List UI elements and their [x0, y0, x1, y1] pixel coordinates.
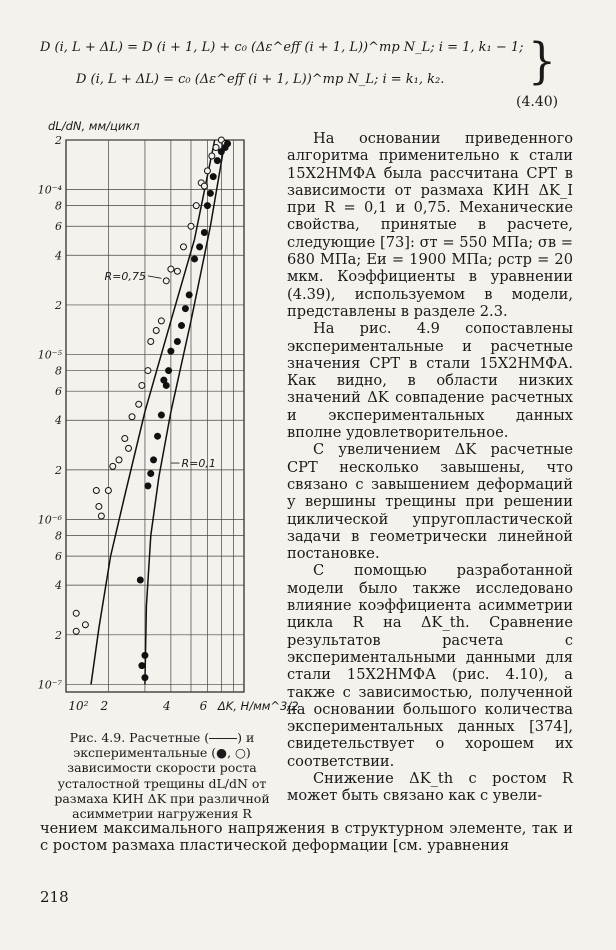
bottom-text	[40, 820, 573, 855]
x-tick-label: 6	[199, 699, 208, 713]
data-point-filled	[201, 229, 207, 235]
y-tick-label: 2	[55, 298, 62, 312]
data-point-open	[93, 487, 99, 493]
annotation-r075: R=0,75	[104, 269, 146, 283]
data-point-filled	[163, 382, 169, 388]
equation-number: (4.40)	[516, 94, 559, 110]
data-point-open	[213, 145, 219, 151]
data-point-filled	[197, 244, 203, 250]
data-point-open	[188, 223, 194, 229]
data-point-open	[180, 244, 186, 250]
annotation-r01: R=0,1	[181, 457, 216, 471]
data-point-filled	[214, 158, 220, 164]
paragraph-5: Снижение ΔK_th с ростом R может быть связано как с увели-	[287, 769, 573, 805]
figure-caption	[42, 730, 282, 821]
y-tick-label: 2	[55, 134, 62, 147]
y-tick-label: 2	[55, 463, 62, 477]
x-tick-label: 2	[100, 699, 109, 713]
data-point-filled	[204, 203, 210, 209]
y-tick-label: 10⁻⁵	[37, 348, 62, 362]
data-point-open	[73, 628, 79, 634]
y-tick-label: 2	[55, 628, 62, 642]
y-tick-label: 4	[55, 249, 62, 263]
x-tick-label: 10²	[68, 699, 89, 713]
page-number: 218	[40, 888, 69, 906]
y-tick-label: 6	[55, 385, 62, 399]
data-point-open	[139, 382, 145, 388]
annotation-leader	[148, 276, 161, 278]
data-point-open	[204, 168, 210, 174]
data-point-open	[96, 503, 102, 509]
data-point-open	[153, 327, 159, 333]
data-point-filled	[210, 174, 216, 180]
caption-part-1: Рис. 4.9. Расчетные (	[69, 730, 210, 745]
y-tick-label: 10⁻⁶	[37, 513, 62, 527]
data-point-filled	[178, 323, 184, 329]
y-tick-label: 4	[55, 414, 62, 428]
y-tick-label: 6	[55, 550, 62, 564]
data-point-filled	[225, 141, 231, 147]
data-point-open	[129, 414, 135, 420]
data-point-filled	[186, 292, 192, 298]
paragraph-1: На основании приведенного алгоритма применительно к стали 15Х2НМФА была рассчитана СРТ в зависимости от размаха КИН ΔK_I при R = 0,1 и 0,75. Механические свойства, принятые в расчете, следующие [73]: σт = 550 МПа; σв = 680 МПа; Eи = 1900 МПа; ρстр = 20 мкм. Коэффициенты в уравнении (4.39), используемом в модели, представлены в разделе 2.3.	[287, 130, 573, 320]
data-point-open	[163, 278, 169, 284]
body-text	[287, 130, 573, 805]
data-point-filled	[151, 457, 157, 463]
data-point-filled	[158, 412, 164, 418]
calculated-line-legend	[209, 738, 237, 739]
data-point-open	[168, 266, 174, 272]
data-point-filled	[166, 368, 172, 374]
data-point-open	[209, 153, 215, 159]
data-point-open	[73, 610, 79, 616]
y-axis-title: dL/dN, мм/цикл	[48, 119, 140, 133]
equation-line-2: D (i, L + ΔL) = c₀ (Δε^eff (i + 1, L))^mp N_L; i = k₁, k₂.	[76, 72, 445, 87]
data-point-filled	[142, 652, 148, 658]
y-tick-label: 10⁻⁴	[37, 183, 62, 197]
x-axis-title: ΔK, Н/мм^3/2	[217, 699, 299, 713]
data-point-open	[158, 318, 164, 324]
data-point-open	[148, 339, 154, 345]
calculated-curve	[91, 140, 215, 685]
y-tick-label: 8	[55, 529, 62, 543]
data-point-open	[136, 401, 142, 407]
y-tick-label: 8	[55, 199, 62, 213]
paragraph-3: С увеличением ΔK расчетные СРТ несколько завышены, что связано с завышением деформаций у вершины трещины при решении циклической упругопластической задачи в геометрически линейной постановке.	[287, 441, 573, 563]
data-point-open	[193, 203, 199, 209]
data-point-open	[110, 463, 116, 469]
y-tick-label: 8	[55, 364, 62, 378]
data-point-open	[82, 622, 88, 628]
data-point-open	[116, 457, 122, 463]
calculated-curve	[145, 140, 225, 685]
data-point-filled	[142, 675, 148, 681]
data-point-filled	[148, 471, 154, 477]
data-point-open	[174, 268, 180, 274]
bottom-line: чением максимального напряжения в структурном элементе, так и с ростом размаха пластической деформации [см. уравнения	[40, 820, 573, 855]
data-point-open	[126, 445, 132, 451]
equation-line-1: D (i, L + ΔL) = D (i + 1, L) + c₀ (Δε^eff (i + 1, L))^mp N_L; i = 1, k₁ − 1;	[40, 40, 524, 55]
data-point-filled	[145, 483, 151, 489]
data-point-filled	[192, 256, 198, 262]
data-point-open	[98, 513, 104, 519]
equation-brace: }	[528, 33, 556, 90]
y-tick-label: 6	[55, 220, 62, 234]
data-point-filled	[168, 348, 174, 354]
caption-part-2: ) и экспериментальные (●, ○) зависимости скорости роста усталостной трещины dL/dN от размаха КИН ΔK при различной асимметрии нагружения R	[54, 730, 270, 822]
y-tick-label: 4	[55, 579, 62, 593]
data-point-filled	[139, 663, 145, 669]
data-point-open	[122, 435, 128, 441]
data-point-open	[105, 487, 111, 493]
paragraph-4: С помощью разработанной модели было также исследовано влияние коэффициента асимметрии цикла R на ΔK_th. Сравнение результатов расчета с экспериментальными данными для стали 15Х2НМФА (рис. 4.10), а также с зависимостью, полученной на основании большого количества экспериментальных данных [374], свидетельствует о хорошем их соответствии.	[287, 562, 573, 770]
plot-frame	[66, 140, 244, 692]
data-point-filled	[174, 339, 180, 345]
paragraph-2: На рис. 4.9 сопоставлены экспериментальные и расчетные значения СРТ в стали 15Х2НМФА. Как видно, в области низких значений ΔK совпадение расчетных и экспериментальных данных вполне удовлетворительное.	[287, 320, 573, 442]
data-point-filled	[155, 433, 161, 439]
data-point-filled	[182, 306, 188, 312]
data-point-open	[201, 183, 207, 189]
data-point-filled	[207, 190, 213, 196]
data-point-filled	[137, 577, 143, 583]
y-tick-label: 10⁻⁷	[37, 678, 62, 692]
data-point-open	[145, 368, 151, 374]
x-tick-label: 4	[163, 699, 171, 713]
